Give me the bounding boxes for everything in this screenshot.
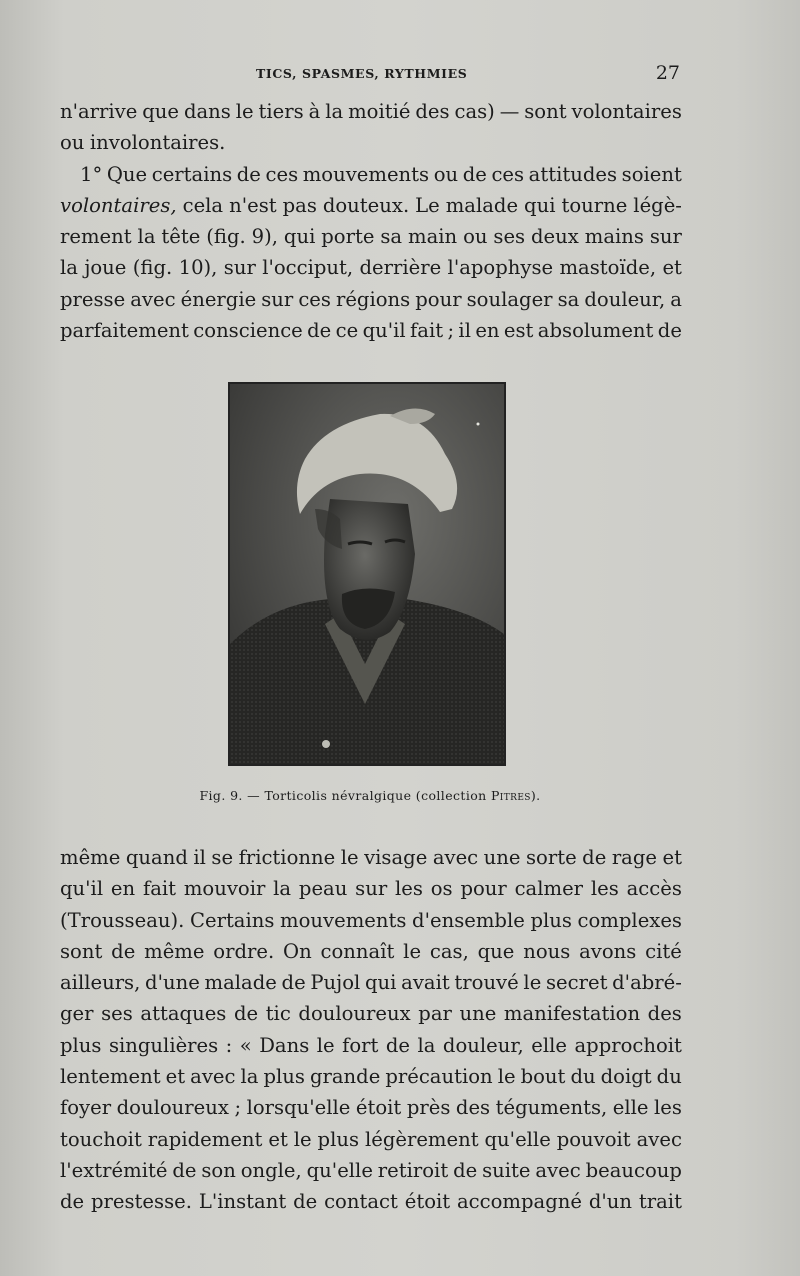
word: pas <box>282 193 317 217</box>
text-line <box>60 873 682 904</box>
word: plus <box>317 1127 360 1151</box>
word: derrière <box>359 256 442 280</box>
word: qu'il <box>362 319 406 343</box>
word: cas, <box>429 939 469 963</box>
word: du <box>656 1065 682 1089</box>
text-line <box>60 1124 682 1155</box>
word: porte <box>321 225 375 249</box>
word: plus <box>60 1033 102 1057</box>
word: ; <box>234 1096 242 1120</box>
word: nous <box>523 939 571 963</box>
word: ces <box>298 287 331 311</box>
word: ou <box>433 162 459 186</box>
word: mouvements <box>302 162 430 186</box>
word: accompagné <box>457 1190 582 1214</box>
word: ses <box>101 1002 133 1026</box>
word: ces <box>491 162 525 186</box>
word: volontaires <box>571 100 682 123</box>
word: On <box>283 939 312 963</box>
word: dans <box>183 100 231 123</box>
word: et <box>165 1065 186 1089</box>
word: le <box>403 939 422 963</box>
word: ce <box>335 319 359 343</box>
word: cité <box>645 939 682 963</box>
word: touchoit <box>60 1127 142 1151</box>
word: la <box>417 1033 436 1057</box>
word: qu'elle <box>306 1158 373 1182</box>
word: prestesse. <box>91 1190 192 1214</box>
word: mains <box>584 225 644 249</box>
word: trait <box>638 1190 682 1214</box>
word: secret <box>545 971 608 995</box>
page-header <box>60 62 680 86</box>
word: la <box>137 225 156 249</box>
word: absolument <box>537 319 654 343</box>
text-line <box>60 1092 682 1123</box>
word: Que <box>106 162 148 186</box>
word: qui <box>524 193 556 217</box>
word: ongle, <box>240 1158 302 1182</box>
word: ces <box>265 162 299 186</box>
word: malade <box>445 193 519 217</box>
text-line <box>60 96 682 127</box>
word: mouvements <box>280 908 407 932</box>
word: avec <box>130 287 176 311</box>
word: attitudes <box>528 162 618 186</box>
word: peau <box>298 877 348 901</box>
word: Dans <box>259 1033 310 1057</box>
word: des <box>647 1002 682 1026</box>
text-line <box>60 315 682 346</box>
word: soulager <box>466 287 553 311</box>
word: de <box>236 162 261 186</box>
caption-end: ). <box>530 788 541 803</box>
word: lentement <box>60 1065 161 1089</box>
word: téguments, <box>495 1096 608 1120</box>
word: os <box>430 877 453 901</box>
word: 10), <box>178 256 218 280</box>
word: une <box>459 1002 497 1026</box>
word: suite <box>482 1158 531 1182</box>
word: — <box>499 100 520 123</box>
word: attaques <box>140 1002 227 1026</box>
word: ou <box>463 225 488 249</box>
text-line <box>60 127 682 158</box>
word: d'ensemble <box>412 908 525 932</box>
word: conscience <box>193 319 303 343</box>
word: douloureux <box>298 1002 411 1026</box>
word: est <box>503 319 534 343</box>
word: a <box>670 287 682 311</box>
word: qu'il <box>60 877 104 901</box>
word: fait <box>410 319 444 343</box>
word: le <box>235 100 254 123</box>
text-line <box>60 1155 682 1186</box>
word: même <box>144 939 205 963</box>
word: la <box>240 1065 259 1089</box>
text-line <box>60 190 682 221</box>
word: de <box>462 162 487 186</box>
word: de <box>582 846 607 869</box>
word: rement <box>60 225 132 249</box>
word: sur <box>223 256 256 280</box>
word: foyer <box>60 1096 112 1120</box>
word: volontaires, <box>60 193 177 217</box>
word: sur <box>649 225 682 249</box>
word: complexes <box>577 908 682 932</box>
caption-text: Fig. 9. — Torticolis névralgique (collection <box>199 788 491 803</box>
word: singulières <box>108 1033 219 1057</box>
word: n'arrive <box>60 100 138 123</box>
word: quand <box>125 846 188 869</box>
running-head: TICS, SPASMES, RYTHMIES <box>256 66 468 81</box>
word: frictionne <box>238 846 336 869</box>
word: connaît <box>320 939 395 963</box>
word: Certains <box>189 908 275 932</box>
word: étoit <box>404 1190 451 1214</box>
word: Le <box>415 193 440 217</box>
word: légè- <box>633 193 682 217</box>
word: une <box>483 846 521 869</box>
word: de <box>281 971 306 995</box>
word: contact <box>324 1190 398 1214</box>
text-line <box>60 159 682 190</box>
word: des <box>415 100 450 123</box>
word: beaucoup <box>585 1158 682 1182</box>
word: de <box>172 1158 197 1182</box>
word: douteux. <box>322 193 410 217</box>
word: près <box>406 1096 451 1120</box>
word: la <box>325 100 344 123</box>
word: légèrement <box>364 1127 479 1151</box>
portrait-photo <box>230 384 504 764</box>
word: avait <box>401 971 450 995</box>
word: de <box>111 939 136 963</box>
word: (Trousseau). <box>60 908 185 932</box>
word: cela <box>182 193 224 217</box>
word: en <box>475 319 500 343</box>
word: qu'elle <box>484 1127 551 1151</box>
word: le <box>497 1065 516 1089</box>
word: retiroit <box>377 1158 449 1182</box>
word: en <box>110 877 136 901</box>
word: à <box>308 100 321 123</box>
word: mouvoir <box>183 877 266 901</box>
word: ses <box>493 225 526 249</box>
word: de <box>385 1033 411 1057</box>
text-line <box>60 284 682 315</box>
word: 9), <box>251 225 278 249</box>
word: calmer <box>514 877 584 901</box>
word: pour <box>460 877 507 901</box>
word: sur <box>355 877 388 901</box>
word: grande <box>309 1065 381 1089</box>
word: cas) <box>454 100 495 123</box>
word: de <box>453 1158 478 1182</box>
word: soient <box>621 162 682 186</box>
word: tiers <box>258 100 304 123</box>
word: fort <box>342 1033 379 1057</box>
word: tourne <box>561 193 628 217</box>
word: sa <box>557 287 580 311</box>
word: doigt <box>600 1065 652 1089</box>
word: étoit <box>355 1096 402 1120</box>
text-line <box>60 1186 682 1217</box>
word: tic <box>265 1002 291 1026</box>
word: les <box>395 877 423 901</box>
text-line <box>60 998 682 1029</box>
word: ordre. <box>213 939 275 963</box>
word: accès <box>626 877 682 901</box>
word: Pujol <box>310 971 361 995</box>
word: le <box>340 846 359 869</box>
word: sa <box>380 225 403 249</box>
word: manifestation <box>503 1002 641 1026</box>
word: sur <box>261 287 294 311</box>
word: l'occiput, <box>262 256 354 280</box>
figure-caption <box>60 788 680 803</box>
word: fait <box>142 877 177 901</box>
word: involontaires. <box>89 131 226 155</box>
word: ; <box>447 319 455 343</box>
word: lorsqu'elle <box>246 1096 351 1120</box>
word: énergie <box>180 287 257 311</box>
word: il <box>193 846 206 869</box>
text-line <box>60 905 682 936</box>
word: de <box>233 1002 259 1026</box>
word: L'instant <box>198 1190 287 1214</box>
word: l'apophyse <box>447 256 554 280</box>
word: (fig. <box>206 225 246 249</box>
word: d'abré- <box>612 971 682 995</box>
text-line <box>60 1061 682 1092</box>
word: moitié <box>348 100 411 123</box>
word: le <box>293 1127 312 1151</box>
word: visage <box>364 846 428 869</box>
word: de <box>293 1190 318 1214</box>
word: et <box>662 846 682 869</box>
word: malade <box>204 971 277 995</box>
figure-photograph <box>228 382 506 766</box>
word: que <box>142 100 180 123</box>
word: elle <box>531 1033 567 1057</box>
word: douleur, <box>442 1033 524 1057</box>
word: elle <box>612 1096 649 1120</box>
word: trouvé <box>454 971 519 995</box>
word: les <box>654 1096 682 1120</box>
paragraph-top <box>60 96 682 346</box>
word: deux <box>531 225 579 249</box>
text-line <box>60 221 682 252</box>
text-line <box>60 967 682 998</box>
word: et <box>662 256 682 280</box>
word: sont <box>60 939 103 963</box>
word: joue <box>84 256 127 280</box>
word: avec <box>636 1127 682 1151</box>
word: plus <box>263 1065 305 1089</box>
word: et <box>268 1127 288 1151</box>
word: son <box>201 1158 236 1182</box>
word: la <box>273 877 292 901</box>
word: avec <box>190 1065 236 1089</box>
word: du <box>570 1065 596 1089</box>
word: douloureux <box>116 1096 229 1120</box>
word: : <box>225 1033 233 1057</box>
word: ailleurs, <box>60 971 141 995</box>
word: avec <box>535 1158 581 1182</box>
word: de <box>657 319 682 343</box>
word: avec <box>432 846 479 869</box>
text-line <box>60 842 682 873</box>
word: rage <box>611 846 657 869</box>
word: parfaitement <box>60 319 189 343</box>
word: ou <box>60 131 85 155</box>
word: douleur, <box>584 287 666 311</box>
word: sorte <box>525 846 577 869</box>
word: que <box>477 939 515 963</box>
page-number: 27 <box>655 62 680 84</box>
word: par <box>418 1002 452 1026</box>
text-line <box>60 1030 682 1061</box>
paragraph-bottom <box>60 842 682 1218</box>
word: certains <box>151 162 233 186</box>
word: des <box>455 1096 491 1120</box>
word: la <box>60 256 78 280</box>
word: sont <box>524 100 567 123</box>
word: d'un <box>588 1190 633 1214</box>
word: « <box>239 1033 252 1057</box>
caption-collection-name: Pitres <box>490 788 531 803</box>
word: bout <box>520 1065 566 1089</box>
word: ger <box>60 1002 94 1026</box>
word: rapidement <box>147 1127 263 1151</box>
word: approchoit <box>574 1033 682 1057</box>
word: régions <box>335 287 411 311</box>
word: plus <box>530 908 572 932</box>
word: le <box>523 971 542 995</box>
text-line <box>60 936 682 967</box>
word: il <box>458 319 471 343</box>
word: se <box>211 846 234 869</box>
word: n'est <box>229 193 277 217</box>
word: pour <box>415 287 462 311</box>
word: presse <box>60 287 126 311</box>
word: l'extrémité <box>60 1158 168 1182</box>
word: qui <box>283 225 316 249</box>
word: avons <box>579 939 637 963</box>
text-line <box>60 252 682 283</box>
word: (fig. <box>132 256 173 280</box>
word: même <box>60 846 121 869</box>
word: mastoïde, <box>559 256 657 280</box>
word: d'une <box>145 971 200 995</box>
word: pouvoit <box>556 1127 631 1151</box>
word: le <box>316 1033 335 1057</box>
word: les <box>590 877 619 901</box>
word: tête <box>161 225 201 249</box>
word: précaution <box>385 1065 493 1089</box>
word: 1° <box>80 162 103 186</box>
word: qui <box>365 971 397 995</box>
word: de <box>60 1190 85 1214</box>
word: de <box>307 319 332 343</box>
word: main <box>408 225 458 249</box>
